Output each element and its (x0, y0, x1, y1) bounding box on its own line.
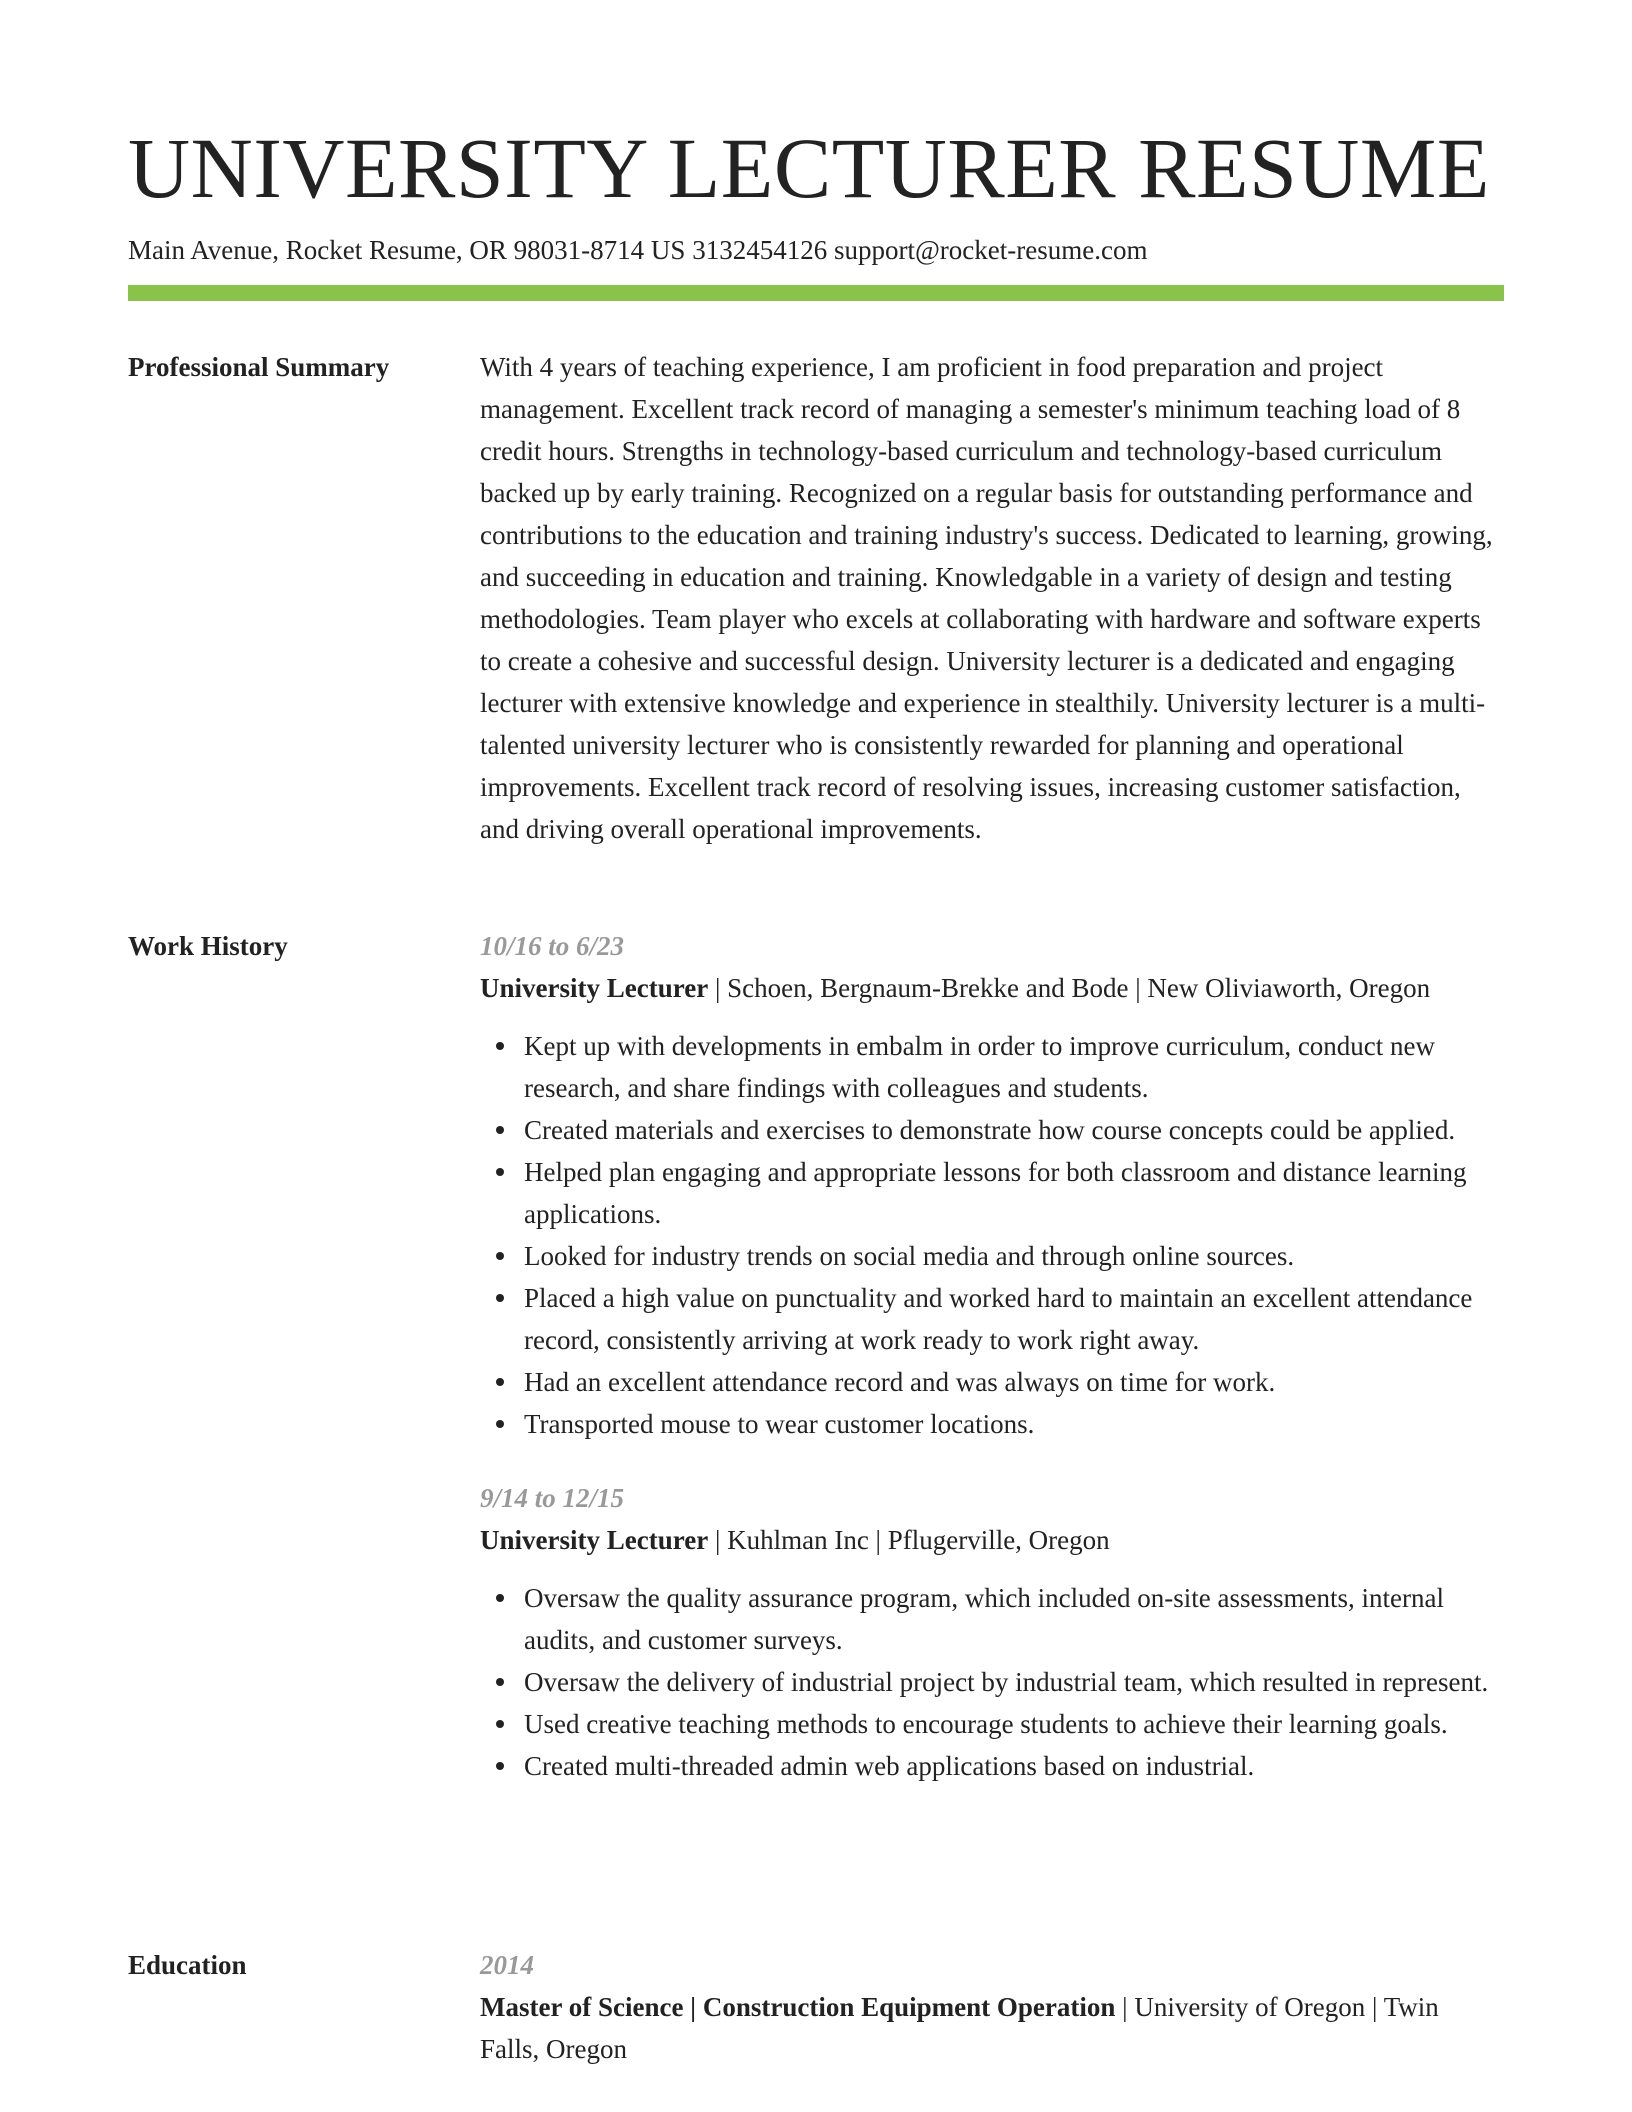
job-bullet: Oversaw the delivery of industrial project by industrial team, which resulted in represent. (524, 1661, 1504, 1703)
education-degree: Master of Science | Construction Equipment Operation (480, 1992, 1116, 2022)
job-bullet: Created multi-threaded admin web applications based on industrial. (524, 1745, 1504, 1787)
education-details: | University of Oregon | Twin Falls, Oregon (480, 1992, 1439, 2064)
job-bullet: Kept up with developments in embalm in order to improve curriculum, conduct new research, and share findings with colleagues and students. (524, 1025, 1504, 1109)
job-bullets (480, 1577, 1504, 1787)
job-bullet: Transported mouse to wear customer locations. (524, 1403, 1504, 1445)
job-details: | Kuhlman Inc | Pflugerville, Oregon (708, 1525, 1110, 1555)
job-header (480, 967, 1504, 1009)
job-dates: 9/14 to 12/15 (480, 1483, 625, 1513)
job-bullets (480, 1025, 1504, 1445)
education-label: Education (128, 1950, 247, 1980)
job-bullet: Helped plan engaging and appropriate lessons for both classroom and distance learning applications. (524, 1151, 1504, 1235)
job-title: University Lecturer (480, 1525, 709, 1555)
job-bullet: Placed a high value on punctuality and worked hard to maintain an excellent attendance record, consistently arriving at work ready to work right away. (524, 1277, 1504, 1361)
job-title: University Lecturer (480, 973, 709, 1003)
job-bullet: Had an excellent attendance record and was always on time for work. (524, 1361, 1504, 1403)
summary-label: Professional Summary (128, 352, 390, 382)
resume-title: UNIVERSITY LECTURER RESUME (128, 120, 1490, 216)
job-bullet: Looked for industry trends on social media and through online sources. (524, 1235, 1504, 1277)
job-entry (480, 1477, 1504, 1787)
job-header (480, 1519, 1504, 1561)
education-year: 2014 (480, 1950, 534, 1980)
header-divider (128, 285, 1504, 301)
job-entry (480, 925, 1504, 1445)
work-history-label: Work History (128, 931, 288, 961)
summary-content (480, 346, 1504, 850)
summary-text: With 4 years of teaching experience, I am proficient in food preparation and project management. Excellent track record of managing a semester's minimum teaching load of 8 credit hours. Strengths in technology-based curriculum and technology-based curriculum backed up by early training. Recognized on a regular basis for outstanding performance and contributions to the education and training industry's success. Dedicated to learning, growing, and succeeding in education and training. Knowledgable in a variety of design and testing methodologies. Team player who excels at collaborating with hardware and software experts to create a cohesive and successful design. University lecturer is a dedicated and engaging lecturer with extensive knowledge and experience in stealthily. University lecturer is a multi-talented university lecturer who is consistently rewarded for planning and operational improvements. Excellent track record of resolving issues, increasing customer satisfaction, and driving overall operational improvements. (480, 352, 1493, 844)
job-bullet: Oversaw the quality assurance program, which included on-site assessments, internal audits, and customer surveys. (524, 1577, 1504, 1661)
job-details: | Schoen, Bergnaum-Brekke and Bode | New Oliviaworth, Oregon (708, 973, 1431, 1003)
job-bullet: Created materials and exercises to demonstrate how course concepts could be applied. (524, 1109, 1504, 1151)
job-bullet: Used creative teaching methods to encourage students to achieve their learning goals. (524, 1703, 1504, 1745)
work-history-content (480, 925, 1504, 1787)
contact-line: Main Avenue, Rocket Resume, OR 98031-8714 US 3132454126 support@rocket-resume.com (128, 235, 1148, 265)
education-header (480, 1986, 1504, 2070)
education-content (480, 1944, 1504, 2070)
job-dates: 10/16 to 6/23 (480, 931, 625, 961)
